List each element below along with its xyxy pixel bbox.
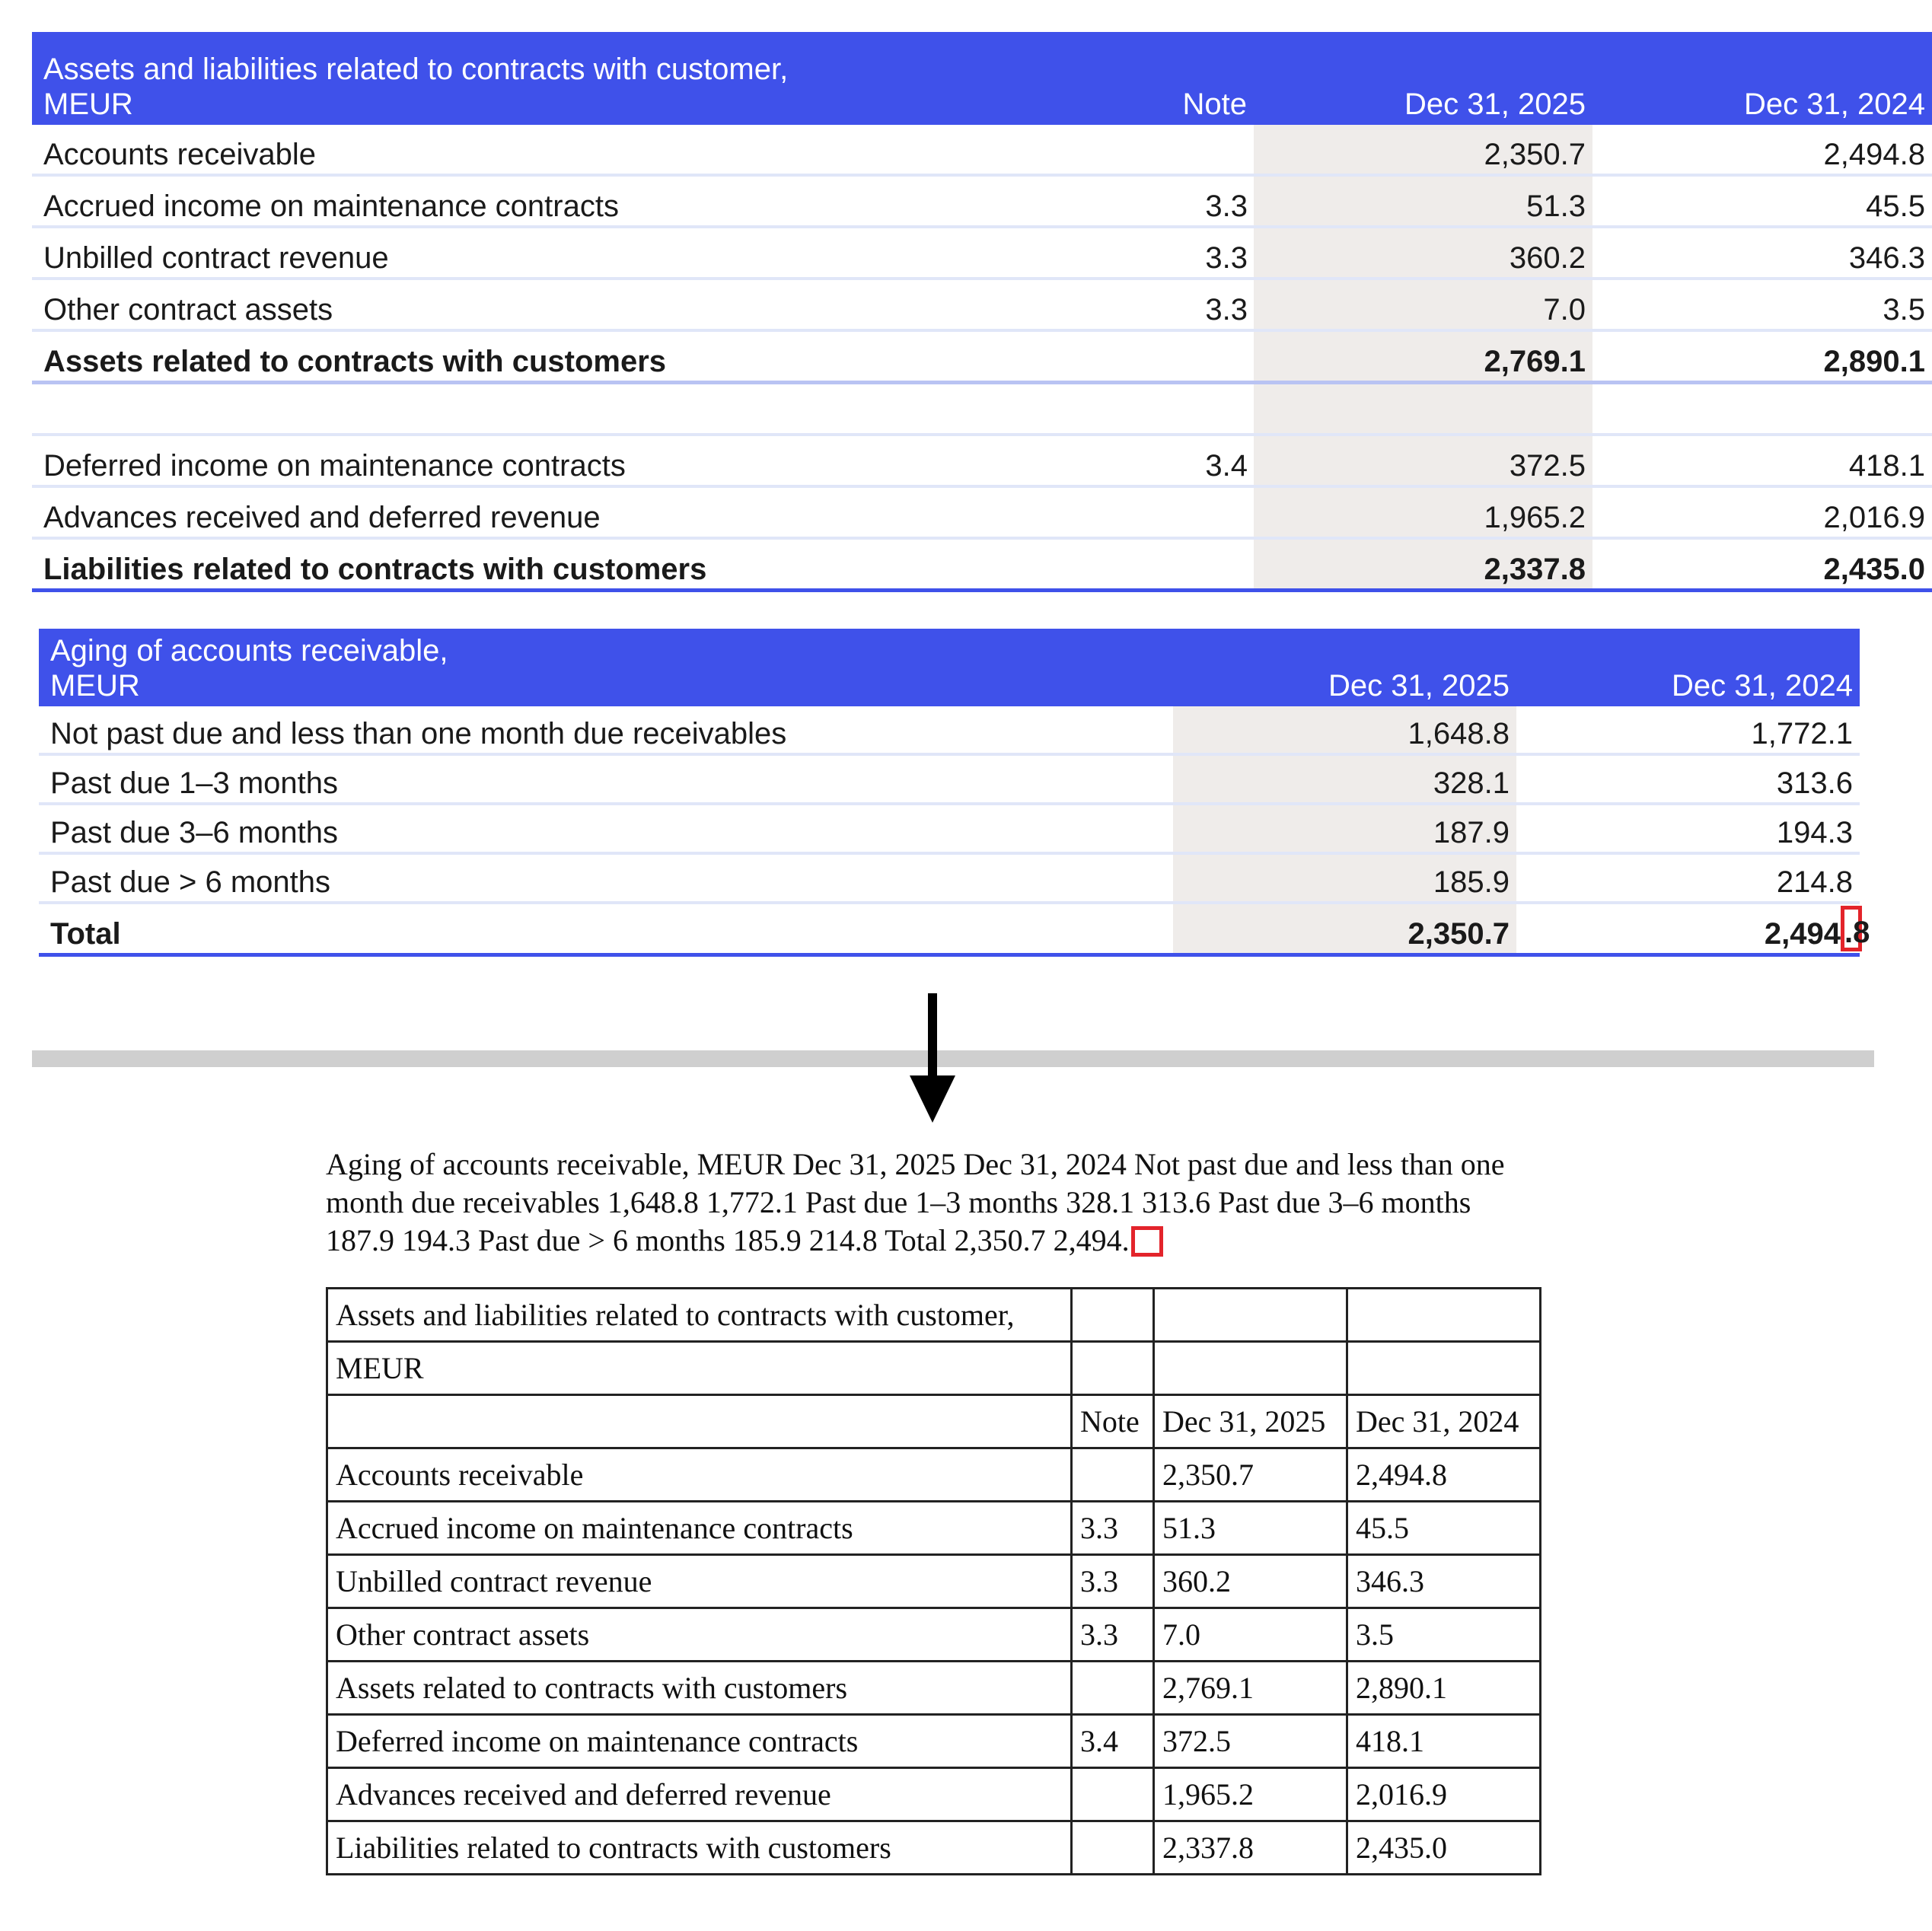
row-note	[1178, 330, 1254, 383]
missing-character-box	[1131, 1226, 1163, 1257]
column-header-2024: Dec 31, 2024	[1592, 32, 1932, 125]
row-label: Advances received and deferred revenue	[32, 486, 1178, 538]
table-cell	[1072, 1821, 1154, 1875]
table-row	[327, 1342, 1541, 1395]
table-cell: 2,769.1	[1154, 1662, 1347, 1715]
row-value-2025: 1,648.8	[1173, 706, 1516, 754]
column-header-2024: Dec 31, 2024	[1516, 629, 1860, 706]
table-cell: Note	[1072, 1395, 1154, 1448]
table-cell: Assets related to contracts with customers	[327, 1662, 1072, 1715]
row-note	[1178, 486, 1254, 538]
table-cell: Dec 31, 2024	[1347, 1395, 1541, 1448]
table-cell: Accounts receivable	[327, 1448, 1072, 1502]
table-row	[327, 1448, 1541, 1502]
row-value-2025: 185.9	[1173, 853, 1516, 903]
row-note: 3.3	[1178, 279, 1254, 330]
extracted-text-paragraph	[326, 1146, 1544, 1260]
row-note	[1178, 538, 1254, 591]
row-value-2024: 2,890.1	[1592, 330, 1932, 383]
aging-table	[39, 629, 1870, 957]
row-value-2024: 2,435.0	[1592, 538, 1932, 591]
table-row-spacer	[32, 383, 1932, 435]
table-row	[32, 279, 1932, 330]
table-cell: 3.3	[1072, 1502, 1154, 1555]
table-cell	[1072, 1289, 1154, 1342]
table-cell: Assets and liabilities related to contracts with customer,	[327, 1289, 1072, 1342]
row-value-2025: 7.0	[1254, 279, 1592, 330]
row-value-2025: 328.1	[1173, 754, 1516, 804]
column-header-2025: Dec 31, 2025	[1254, 32, 1592, 125]
table-cell: Unbilled contract revenue	[327, 1555, 1072, 1608]
row-label: Accrued income on maintenance contracts	[32, 175, 1178, 227]
table-title-line2: MEUR	[43, 88, 133, 121]
table-row	[327, 1502, 1541, 1555]
row-label: Unbilled contract revenue	[32, 227, 1178, 279]
row-value-2024: 214.8	[1516, 853, 1860, 903]
table-row	[32, 435, 1932, 486]
table-row	[32, 175, 1932, 227]
table-cell: 2,016.9	[1347, 1768, 1541, 1821]
table-title-line2: MEUR	[50, 669, 140, 703]
table-cell: Liabilities related to contracts with customers	[327, 1821, 1072, 1875]
row-value-2025: 2,337.8	[1254, 538, 1592, 591]
table-cell: 51.3	[1154, 1502, 1347, 1555]
row-value-2024: 418.1	[1592, 435, 1932, 486]
total-2024-prefix: 2,494	[1764, 917, 1841, 951]
row-value-2024: 2,494.8	[1592, 125, 1932, 175]
row-label: Past due 3–6 months	[39, 804, 1173, 853]
row-value-2024: 313.6	[1516, 754, 1860, 804]
row-value-2025: 51.3	[1254, 175, 1592, 227]
table-cell: 346.3	[1347, 1555, 1541, 1608]
table-cell: MEUR	[327, 1342, 1072, 1395]
table-row-total	[39, 903, 1860, 955]
table-title-line1: Aging of accounts receivable,	[50, 634, 448, 668]
extracted-table	[326, 1287, 1541, 1875]
table-cell: 360.2	[1154, 1555, 1347, 1608]
table-cell: 1,965.2	[1154, 1768, 1347, 1821]
table-row	[32, 486, 1932, 538]
table-row	[327, 1715, 1541, 1768]
table-cell: 2,890.1	[1347, 1662, 1541, 1715]
table-cell: 2,337.8	[1154, 1821, 1347, 1875]
table-cell: Deferred income on maintenance contracts	[327, 1715, 1072, 1768]
table-row	[327, 1555, 1541, 1608]
table-cell	[1347, 1342, 1541, 1395]
table-cell: 418.1	[1347, 1715, 1541, 1768]
table-cell	[1072, 1662, 1154, 1715]
row-value-2025: 2,350.7	[1173, 903, 1516, 955]
paragraph-text: Aging of accounts receivable, MEUR Dec 31, 2025 Dec 31, 2024 Not past due and less than one month due receivables 1,648.8 1,772.1 Past due 1–3 months 328.1 313.6 Past due 3–6 months 187.9 194.3 Past due > 6 months 185.9 214.8 Total 2,350.7 2,494.	[326, 1147, 1505, 1257]
table-row	[39, 706, 1860, 754]
row-note: 3.4	[1178, 435, 1254, 486]
row-value-2024: 1,772.1	[1516, 706, 1860, 754]
row-value-2025: 372.5	[1254, 435, 1592, 486]
table-cell	[1072, 1342, 1154, 1395]
table-cell: Accrued income on maintenance contracts	[327, 1502, 1072, 1555]
row-value-2024: 2,016.9	[1592, 486, 1932, 538]
table-cell: Other contract assets	[327, 1608, 1072, 1662]
table-header	[32, 32, 1932, 125]
table-cell: 3.5	[1347, 1608, 1541, 1662]
highlighted-digit: .8	[1841, 906, 1862, 951]
row-value-2025: 187.9	[1173, 804, 1516, 853]
column-header-note: Note	[1178, 32, 1254, 125]
row-label: Past due > 6 months	[39, 853, 1173, 903]
row-value-2024	[1516, 903, 1870, 955]
table-cell: 7.0	[1154, 1608, 1347, 1662]
table-header	[39, 629, 1860, 706]
row-value-2024: 45.5	[1592, 175, 1932, 227]
table-row	[32, 227, 1932, 279]
table-cell: Dec 31, 2025	[1154, 1395, 1347, 1448]
column-header-2025: Dec 31, 2025	[1173, 629, 1516, 706]
table-cell: Advances received and deferred revenue	[327, 1768, 1072, 1821]
table-cell	[1072, 1768, 1154, 1821]
table-row	[327, 1395, 1541, 1448]
row-note: 3.3	[1178, 227, 1254, 279]
row-value-2024: 346.3	[1592, 227, 1932, 279]
row-label: Accounts receivable	[32, 125, 1178, 175]
row-value-2025: 1,965.2	[1254, 486, 1592, 538]
table-row	[327, 1289, 1541, 1342]
row-label: Other contract assets	[32, 279, 1178, 330]
table-row	[39, 804, 1860, 853]
table-cell: 2,494.8	[1347, 1448, 1541, 1502]
table-cell: 3.3	[1072, 1555, 1154, 1608]
table-cell: 2,435.0	[1347, 1821, 1541, 1875]
assets-liabilities-table	[32, 32, 1932, 592]
row-label: Deferred income on maintenance contracts	[32, 435, 1178, 486]
row-label: Not past due and less than one month due receivables	[39, 706, 1173, 754]
table-cell: 372.5	[1154, 1715, 1347, 1768]
table-row	[327, 1662, 1541, 1715]
row-note	[1178, 125, 1254, 175]
row-value-2024: 194.3	[1516, 804, 1860, 853]
table-cell: 3.3	[1072, 1608, 1154, 1662]
table-cell	[1347, 1289, 1541, 1342]
down-arrow-icon	[910, 993, 955, 1123]
table-cell: 2,350.7	[1154, 1448, 1347, 1502]
table-row	[327, 1821, 1541, 1875]
table-title	[32, 32, 1178, 125]
row-value-2025: 2,350.7	[1254, 125, 1592, 175]
table-row	[32, 125, 1932, 175]
table-row-subtotal	[32, 330, 1932, 383]
table-row	[327, 1768, 1541, 1821]
row-label: Past due 1–3 months	[39, 754, 1173, 804]
table-row	[327, 1608, 1541, 1662]
table-cell: 45.5	[1347, 1502, 1541, 1555]
table-title-line1: Assets and liabilities related to contracts with customer,	[43, 53, 789, 86]
table-row	[39, 853, 1860, 903]
table-cell	[1154, 1289, 1347, 1342]
table-cell	[1154, 1342, 1347, 1395]
row-note: 3.3	[1178, 175, 1254, 227]
row-value-2024: 3.5	[1592, 279, 1932, 330]
table-cell	[327, 1395, 1072, 1448]
row-label: Liabilities related to contracts with customers	[32, 538, 1178, 591]
row-label: Total	[39, 903, 1173, 955]
table-row	[39, 754, 1860, 804]
table-row-total	[32, 538, 1932, 591]
table-title	[39, 629, 1173, 706]
row-label: Assets related to contracts with customers	[32, 330, 1178, 383]
table-cell	[1072, 1448, 1154, 1502]
table-cell: 3.4	[1072, 1715, 1154, 1768]
row-value-2025: 360.2	[1254, 227, 1592, 279]
row-value-2025: 2,769.1	[1254, 330, 1592, 383]
